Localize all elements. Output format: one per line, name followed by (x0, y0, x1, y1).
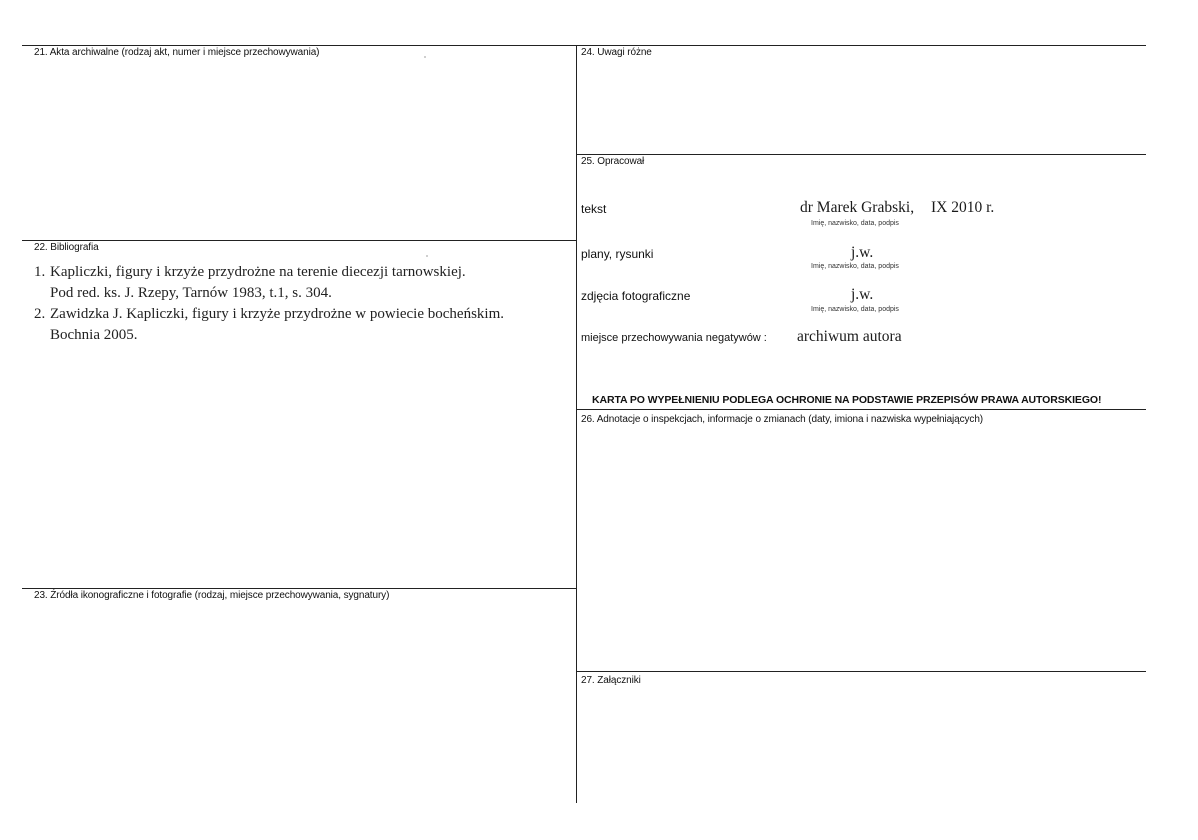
signature-caption: Imię, nazwisko, data, podpis (811, 220, 899, 227)
negatywy-value: archiwum autora (797, 328, 902, 345)
section-22-label: 22. Bibliografia (34, 242, 99, 253)
section-25-top-rule (576, 154, 1146, 155)
section-24-top-rule (576, 45, 1146, 46)
section-27-label: 27. Załączniki (581, 675, 641, 686)
section-23-label: 23. Źródła ikonograficzne i fotografie (rodzaj, miejsce przechowywania, sygnatury) (34, 590, 390, 601)
signature-caption: Imię, nazwisko, data, podpis (811, 263, 899, 270)
signature-caption: Imię, nazwisko, data, podpis (811, 306, 899, 313)
author-name: dr Marek Grabski, (800, 199, 915, 216)
bibliography-list (34, 262, 504, 346)
section-26-label: 26. Adnotacje o inspekcjach, informacje o zmianach (daty, imiona i nazwiska wypełniających) (581, 414, 984, 425)
row-label-zdjecia: zdjęcia fotograficzne (581, 289, 691, 303)
section-27-top-rule (576, 671, 1146, 672)
column-divider (576, 45, 577, 803)
bibliography-item-number: 2. (34, 306, 46, 322)
row-label-negatywy: miejsce przechowywania negatywów : (581, 332, 767, 344)
author-date: IX 2010 r. (931, 199, 995, 216)
section-21-top-rule (22, 45, 576, 46)
bibliography-item-text: Kapliczki, figury i krzyże przydrożne na terenie diecezji tarnowskiej. Pod red. ks. J. Rzepy, Tarnów 1983, t.1, s. 304. (50, 264, 466, 301)
plany-value: j.w. (851, 244, 874, 261)
row-label-plany: plany, rysunki (581, 247, 654, 261)
row-label-tekst: tekst (581, 202, 607, 216)
bibliography-item-text: Zawidzka J. Kapliczki, figury i krzyże przydrożne w powiecie bocheńskim. Bochnia 2005. (50, 306, 504, 343)
scan-speck (426, 255, 428, 257)
scan-speck (424, 56, 426, 58)
section-23-top-rule (22, 588, 576, 589)
section-24-label: 24. Uwagi różne (581, 47, 652, 58)
bibliography-item (34, 262, 504, 304)
copyright-warning: KARTA PO WYPEŁNIENIU PODLEGA OCHRONIE NA PODSTAWIE PRZEPISÓW PRAWA AUTORSKIEGO! (592, 394, 1102, 406)
section-21-label: 21. Akta archiwalne (rodzaj akt, numer i miejsce przechowywania) (34, 47, 320, 58)
section-22-top-rule (22, 240, 576, 241)
section-26-top-rule (576, 409, 1146, 410)
bibliography-item (34, 304, 504, 346)
section-25-label: 25. Opracował (581, 156, 645, 167)
bibliography-item-number: 1. (34, 264, 46, 280)
zdjecia-value: j.w. (851, 286, 874, 303)
